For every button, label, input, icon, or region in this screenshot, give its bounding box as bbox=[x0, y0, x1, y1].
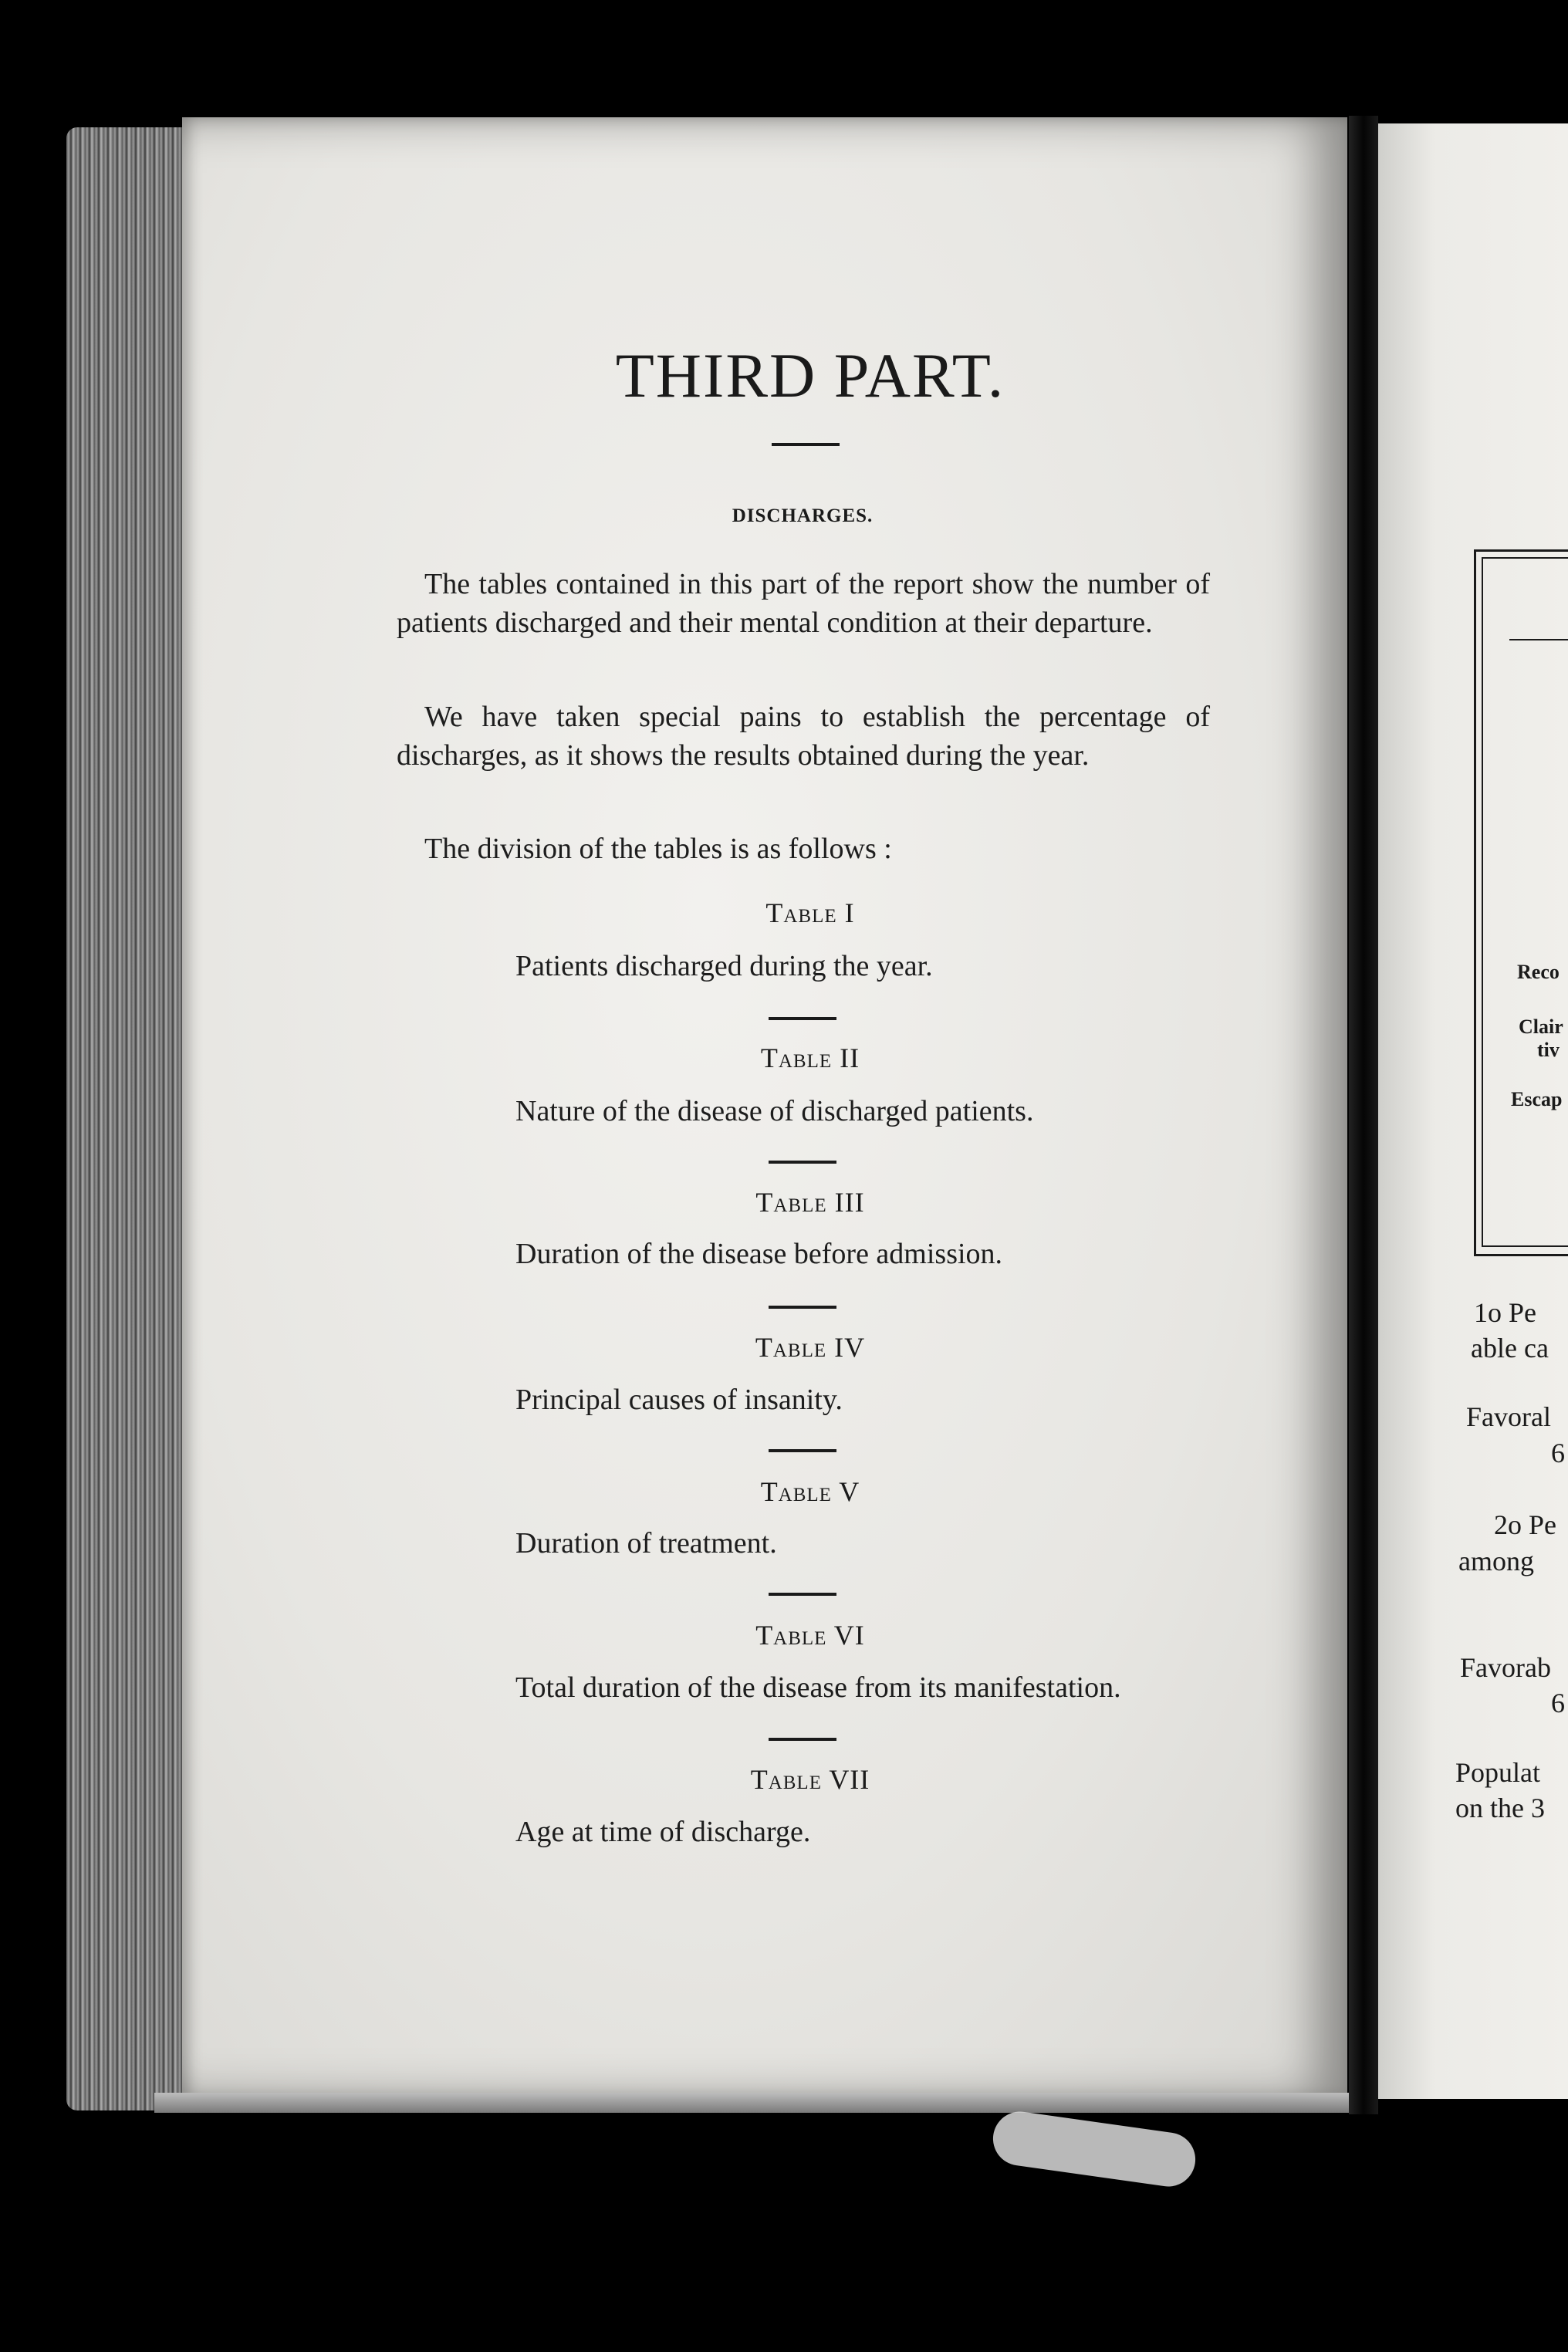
table-heading-2: Table II bbox=[760, 1043, 860, 1073]
table-description-2: Nature of the disease of discharged patients. bbox=[515, 1095, 1034, 1127]
paragraph-intro: The tables contained in this part of the report show the number of patients discharged and their mental condition at their departure. bbox=[397, 568, 1210, 639]
right-table-row-1: Reco bbox=[1517, 961, 1560, 983]
right-table-row-3: Escap bbox=[1511, 1088, 1563, 1110]
right-table-row-2b: tiv bbox=[1537, 1039, 1560, 1061]
table-rule-1 bbox=[769, 1017, 836, 1020]
title-rule bbox=[772, 443, 840, 446]
right-page-table-header-line bbox=[1509, 639, 1568, 640]
table-rule-6 bbox=[769, 1738, 836, 1741]
page-edges bbox=[66, 127, 185, 2110]
page-bottom-edge bbox=[154, 2093, 1358, 2113]
table-heading-6: Table VI bbox=[755, 1620, 865, 1651]
page-title: THIRD PART. bbox=[615, 340, 1005, 411]
table-heading-4: Table IV bbox=[755, 1332, 866, 1363]
table-rule-5 bbox=[769, 1593, 836, 1596]
table-heading-3: Table III bbox=[755, 1187, 865, 1218]
right-line-1: 1o Pe bbox=[1474, 1297, 1536, 1328]
paragraph-division: The division of the tables is as follows : bbox=[424, 833, 892, 865]
table-heading-1: Table I bbox=[765, 897, 855, 928]
table-rule-4 bbox=[769, 1449, 836, 1452]
right-line-4: 6 bbox=[1551, 1438, 1565, 1468]
table-rule-3 bbox=[769, 1306, 836, 1309]
right-line-5: 2o Pe bbox=[1494, 1509, 1556, 1540]
table-description-4: Principal causes of insanity. bbox=[515, 1384, 843, 1416]
table-heading-7: Table VII bbox=[750, 1764, 870, 1795]
right-line-8: 6 bbox=[1551, 1688, 1565, 1718]
table-description-7: Age at time of discharge. bbox=[515, 1816, 811, 1848]
paragraph-percentage: We have taken special pains to establish the percentage of discharges, as it shows the results obtained during the year. bbox=[397, 701, 1210, 772]
right-table-row-2: Clair bbox=[1519, 1015, 1563, 1038]
right-page-table-frame-inner bbox=[1482, 557, 1568, 1247]
table-heading-5: Table V bbox=[760, 1476, 860, 1507]
table-description-5: Duration of treatment. bbox=[515, 1527, 777, 1560]
table-description-1: Patients discharged during the year. bbox=[515, 950, 933, 982]
right-line-3: Favoral bbox=[1466, 1401, 1551, 1432]
table-description-3: Duration of the disease before admission. bbox=[515, 1238, 1003, 1270]
section-subheading: DISCHARGES. bbox=[732, 505, 874, 526]
table-rule-2 bbox=[769, 1161, 836, 1164]
right-line-9: Populat bbox=[1455, 1757, 1541, 1788]
right-line-7: Favorab bbox=[1460, 1652, 1551, 1683]
library-stamp bbox=[989, 2108, 1198, 2190]
book-gutter bbox=[1349, 116, 1378, 2114]
right-line-6: among bbox=[1458, 1546, 1534, 1576]
right-line-10: on the 3 bbox=[1455, 1793, 1545, 1823]
right-line-2: able ca bbox=[1471, 1333, 1549, 1364]
table-description-6: Total duration of the disease from its manifestation. bbox=[515, 1671, 1121, 1704]
